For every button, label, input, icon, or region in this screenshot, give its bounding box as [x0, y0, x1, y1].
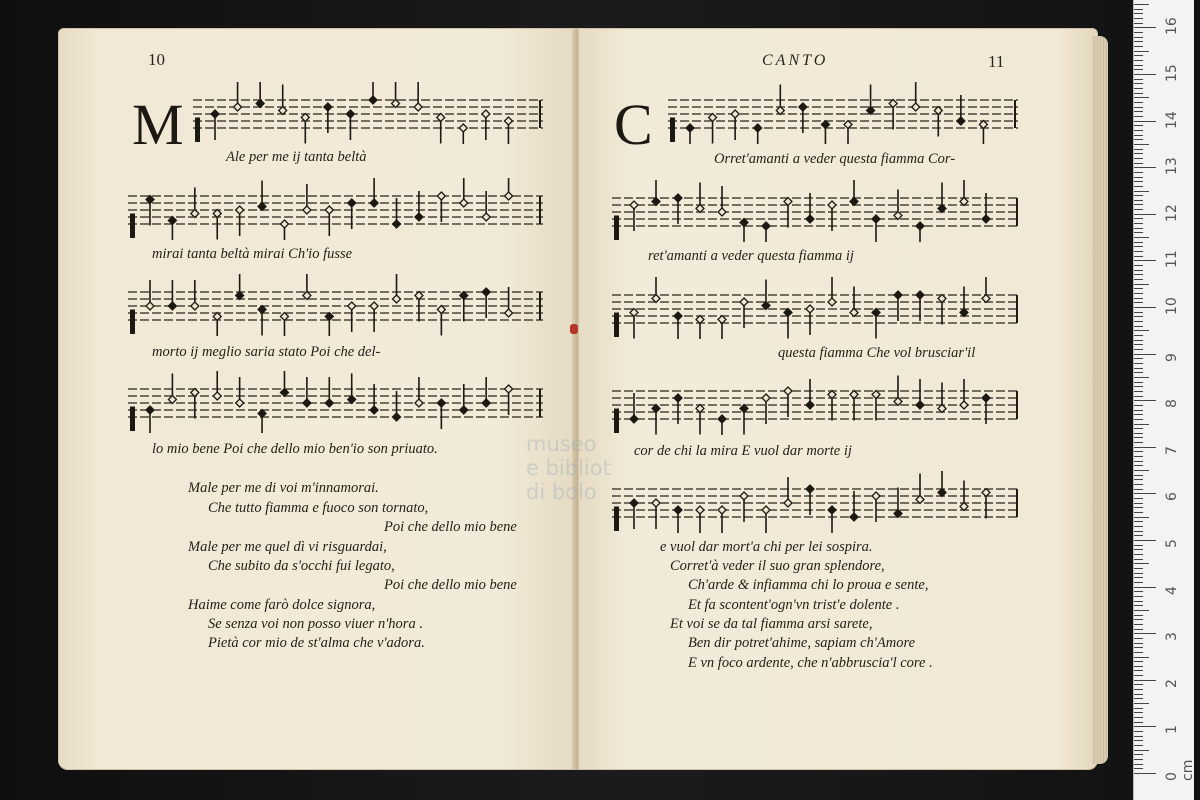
ruler-tick [1134, 484, 1143, 485]
ruler-label: 10 [1164, 297, 1180, 315]
ruler-tick [1134, 391, 1143, 392]
ruler-label: 4 [1164, 585, 1180, 595]
ruler-tick [1134, 130, 1143, 131]
ruler-tick [1134, 684, 1143, 685]
ruler-tick [1134, 549, 1143, 550]
ruler-tick [1134, 74, 1156, 75]
ruler-tick [1134, 32, 1143, 33]
ruler-tick [1134, 493, 1156, 494]
ruler-label: 9 [1164, 352, 1180, 362]
ruler-tick [1134, 172, 1143, 173]
left-page-number: 10 [148, 50, 165, 69]
ruler-tick [1134, 652, 1143, 653]
verse-line-13: Et voi se da tal fiamma arsi sarete, [670, 616, 873, 632]
ruler-tick [1134, 237, 1149, 238]
ruler-tick [1134, 680, 1156, 681]
watermark-line-3: di bolo [526, 480, 597, 504]
ruler-tick [1134, 657, 1149, 658]
decorated-initial-m: M [132, 92, 184, 157]
ruler-tick [1134, 447, 1156, 448]
ruler-tick [1134, 23, 1143, 24]
ruler-tick [1134, 414, 1143, 415]
ruler-label: 2 [1164, 678, 1180, 688]
ruler-tick [1134, 181, 1143, 182]
ruler-label: 11 [1164, 250, 1180, 269]
ruler-tick [1134, 647, 1143, 648]
ruler-tick [1134, 246, 1143, 247]
ruler-tick [1134, 712, 1143, 713]
ruler-tick [1134, 437, 1143, 438]
ruler-tick [1134, 377, 1149, 378]
ruler-tick [1134, 722, 1143, 723]
ruler-tick [1134, 232, 1143, 233]
ruler-tick [1134, 284, 1149, 285]
ruler-tick [1134, 424, 1149, 425]
ruler-tick [1134, 102, 1143, 103]
right-page-number: 11 [988, 52, 1005, 71]
ruler-label: 7 [1164, 445, 1180, 455]
ruler-tick [1134, 372, 1143, 373]
ruler-tick [1134, 316, 1143, 317]
ruler-tick [1134, 335, 1143, 336]
ruler-tick [1134, 545, 1143, 546]
ruler-tick [1134, 745, 1143, 746]
verse-line-12: Et fa scontent'ogn'vn trist'e dolente . [688, 597, 900, 613]
ruler-tick [1134, 475, 1143, 476]
ruler-tick [1134, 587, 1156, 588]
ruler-tick [1134, 577, 1143, 578]
ruler-tick [1134, 223, 1143, 224]
ruler-tick [1134, 512, 1143, 513]
ruler-tick [1134, 69, 1143, 70]
ruler-tick [1134, 740, 1143, 741]
music-staff-6 [612, 180, 1020, 242]
verse-line-10: Corret'à veder il suo gran splendore, [670, 558, 885, 574]
watermark-line-2: e bibliot [526, 456, 611, 480]
ruler-tick [1134, 768, 1143, 769]
open-songbook [58, 28, 1108, 776]
measuring-ruler [1133, 0, 1194, 800]
ruler-label: 15 [1164, 64, 1180, 82]
music-staff-9 [612, 471, 1020, 533]
ruler-label: 5 [1164, 539, 1180, 548]
ruler-tick [1134, 759, 1143, 760]
ruler-tick [1134, 321, 1143, 322]
ruler-tick [1134, 135, 1143, 136]
ruler-tick [1134, 340, 1143, 341]
lyric-line-5: Orret'amanti a veder questa fiamma Cor- [714, 151, 956, 167]
ruler-tick [1134, 37, 1143, 38]
verse-line-2: Che tutto fiamma e fuoco son tornato, [208, 500, 429, 516]
ruler-tick [1134, 279, 1143, 280]
ruler-tick [1134, 354, 1156, 355]
ruler-tick [1134, 619, 1143, 620]
ruler-tick [1134, 708, 1143, 709]
ruler-tick [1134, 293, 1143, 294]
ruler-tick [1134, 526, 1143, 527]
ruler-tick [1134, 65, 1143, 66]
ruler-tick [1134, 326, 1143, 327]
ruler-tick [1134, 573, 1143, 574]
ruler-tick [1134, 582, 1143, 583]
ruler-tick [1134, 554, 1143, 555]
ruler-tick [1134, 51, 1149, 52]
ruler-tick [1134, 46, 1143, 47]
ruler-tick [1134, 591, 1143, 592]
lyric-line-9: e vuol dar mort'a chi per lei sospira. [660, 539, 873, 555]
verse-line-9: Pietà cor mio de st'alma che v'adora. [208, 635, 425, 651]
music-staff-2 [128, 178, 543, 240]
ruler-tick [1134, 419, 1143, 420]
ruler-label: 12 [1164, 203, 1180, 222]
ruler-tick [1134, 312, 1143, 313]
ruler-tick [1134, 396, 1143, 397]
ruler-tick [1134, 405, 1143, 406]
music-staff-8 [612, 373, 1020, 435]
ruler-tick [1134, 498, 1143, 499]
ruler-label: 6 [1164, 492, 1180, 502]
ruler-tick [1134, 764, 1143, 765]
ruler-tick [1134, 531, 1143, 532]
ruler-tick [1134, 358, 1143, 359]
ruler-tick [1134, 149, 1143, 150]
ruler-tick [1134, 442, 1143, 443]
ruler-tick [1134, 18, 1143, 19]
verse-line-4: Male per me quel dì vi risguardai, [188, 539, 387, 555]
decorated-initial-c: C [614, 92, 653, 157]
ruler-tick [1134, 228, 1143, 229]
ruler-tick [1134, 503, 1143, 504]
ruler-label: 13 [1164, 157, 1180, 176]
verse-line-5: Che subito da s'occhi fui legato, [208, 558, 395, 574]
ruler-tick [1134, 540, 1156, 541]
ruler-label: 16 [1164, 17, 1180, 36]
ruler-tick [1134, 386, 1143, 387]
ruler-tick [1134, 703, 1149, 704]
ruler-tick [1134, 731, 1143, 732]
ruler-tick [1134, 461, 1143, 462]
ruler-tick [1134, 698, 1143, 699]
ruler-tick [1134, 107, 1143, 108]
ruler-tick [1134, 624, 1143, 625]
ruler-tick [1134, 41, 1143, 42]
ruler-tick [1134, 629, 1143, 630]
ruler-tick [1134, 330, 1149, 331]
ruler-tick [1134, 121, 1156, 122]
ruler-tick [1134, 83, 1143, 84]
ruler-label: 0 cm [1164, 759, 1196, 781]
ruler-tick [1134, 559, 1143, 560]
ruler-tick [1134, 410, 1143, 411]
part-header: CANTO [762, 52, 829, 69]
ruler-tick [1134, 97, 1149, 98]
ruler-tick [1134, 307, 1156, 308]
ruler-tick [1134, 116, 1143, 117]
ruler-tick [1134, 167, 1156, 168]
lyric-line-3: morto ij meglio saria stato Poi che del- [152, 344, 381, 360]
ruler-tick [1134, 344, 1143, 345]
music-staff-5 [668, 82, 1018, 144]
ruler-tick [1134, 666, 1143, 667]
watermark-line-1: museo [526, 432, 597, 456]
ruler-tick [1134, 661, 1143, 662]
ruler-tick [1134, 265, 1143, 266]
lyric-line-7: questa fiamma Che vol brusciar'il [778, 345, 976, 361]
ruler-tick [1134, 517, 1149, 518]
page-block-edge [1092, 36, 1108, 764]
red-thread-mark [570, 324, 578, 334]
ruler-tick [1134, 568, 1143, 569]
ruler-tick [1134, 521, 1143, 522]
left-page [58, 28, 576, 770]
ruler-label: 14 [1164, 110, 1180, 129]
lyric-line-1: Ale per me ij tanta beltà [226, 149, 367, 165]
ruler-tick [1134, 489, 1143, 490]
ruler-tick [1134, 535, 1143, 536]
music-staff-1 [193, 82, 543, 144]
ruler-tick [1134, 270, 1143, 271]
ruler-tick [1134, 153, 1143, 154]
ruler-tick [1134, 200, 1143, 201]
ruler-tick [1134, 158, 1143, 159]
verse-line-7: Haime come farò dolce signora, [188, 597, 376, 613]
ruler-tick [1134, 177, 1143, 178]
ruler-tick [1134, 601, 1143, 602]
ruler-tick [1134, 507, 1143, 508]
ruler-tick [1134, 139, 1143, 140]
ruler-tick [1134, 256, 1143, 257]
ruler-tick [1134, 144, 1149, 145]
verse-line-3: Poi che dello mio bene [384, 519, 517, 535]
ruler-tick [1134, 643, 1143, 644]
ruler-tick [1134, 633, 1156, 634]
ruler-tick [1134, 111, 1143, 112]
ruler-tick [1134, 9, 1143, 10]
ruler-tick [1134, 79, 1143, 80]
ruler-tick [1134, 717, 1143, 718]
ruler-tick [1134, 675, 1143, 676]
ruler-label: 3 [1164, 632, 1180, 642]
ruler-tick [1134, 195, 1143, 196]
ruler-tick [1134, 433, 1143, 434]
verse-line-11: Ch'arde & infiamma chi lo proua e sente, [688, 577, 929, 593]
music-staff-7 [612, 277, 1020, 339]
ruler-tick [1134, 694, 1143, 695]
ruler-tick [1134, 596, 1143, 597]
ruler-tick [1134, 726, 1156, 727]
ruler-tick [1134, 400, 1156, 401]
ruler-tick [1134, 260, 1156, 261]
ruler-tick [1134, 451, 1143, 452]
ruler-tick [1134, 773, 1156, 774]
ruler-tick [1134, 689, 1143, 690]
ruler-tick [1134, 186, 1143, 187]
ruler-tick [1134, 251, 1143, 252]
music-staff-3 [128, 274, 543, 336]
ruler-tick [1134, 88, 1143, 89]
ruler-tick [1134, 363, 1143, 364]
ruler-tick [1134, 204, 1143, 205]
ruler-tick [1134, 125, 1143, 126]
ruler-tick [1134, 288, 1143, 289]
verse-line-1: Male per me di voi m'innamorai. [188, 480, 379, 496]
ruler-label: 8 [1164, 399, 1180, 409]
ruler-tick [1134, 382, 1143, 383]
ruler-tick [1134, 163, 1143, 164]
ruler-tick [1134, 479, 1143, 480]
ruler-tick [1134, 428, 1143, 429]
ruler-tick [1134, 754, 1143, 755]
ruler-tick [1134, 4, 1149, 5]
ruler-tick [1134, 736, 1143, 737]
ruler-tick [1134, 93, 1143, 94]
lyric-line-4: lo mio bene Poi che dello mio ben'io son priuato. [152, 441, 438, 457]
ruler-tick [1134, 610, 1149, 611]
ruler-tick [1134, 274, 1143, 275]
verse-line-8: Se senza voi non posso viuer n'hora . [208, 616, 423, 632]
ruler-tick [1134, 302, 1143, 303]
ruler-label: 1 [1164, 725, 1180, 735]
ruler-tick [1134, 13, 1143, 14]
ruler-tick [1134, 750, 1149, 751]
lyric-line-8: cor de chi la mira E vuol dar morte ij [634, 443, 852, 459]
ruler-tick [1134, 60, 1143, 61]
ruler-tick [1134, 638, 1143, 639]
ruler-tick [1134, 670, 1143, 671]
verse-line-14: Ben dir potret'ahime, sapiam ch'Amore [688, 635, 916, 651]
ruler-tick [1134, 218, 1143, 219]
ruler-tick [1134, 368, 1143, 369]
ruler-tick [1134, 191, 1149, 192]
lyric-line-2: mirai tanta beltà mirai Ch'io fusse [152, 246, 353, 262]
ruler-tick [1134, 615, 1143, 616]
ruler-tick [1134, 55, 1143, 56]
ruler-tick [1134, 298, 1143, 299]
lyric-line-6: ret'amanti a veder questa fiamma ij [648, 248, 854, 264]
ruler-tick [1134, 470, 1149, 471]
ruler-tick [1134, 209, 1143, 210]
ruler-tick [1134, 563, 1149, 564]
ruler-tick [1134, 456, 1143, 457]
ruler-tick [1134, 27, 1156, 28]
verse-line-6: Poi che dello mio bene [384, 577, 517, 593]
verse-line-15: E vn foco ardente, che n'abbruscia'l core . [688, 655, 933, 671]
ruler-tick [1134, 605, 1143, 606]
ruler-tick [1134, 242, 1143, 243]
right-page [526, 28, 1098, 770]
ruler-tick [1134, 349, 1143, 350]
ruler-tick [1134, 214, 1156, 215]
music-staff-4 [128, 371, 543, 433]
ruler-tick [1134, 465, 1143, 466]
